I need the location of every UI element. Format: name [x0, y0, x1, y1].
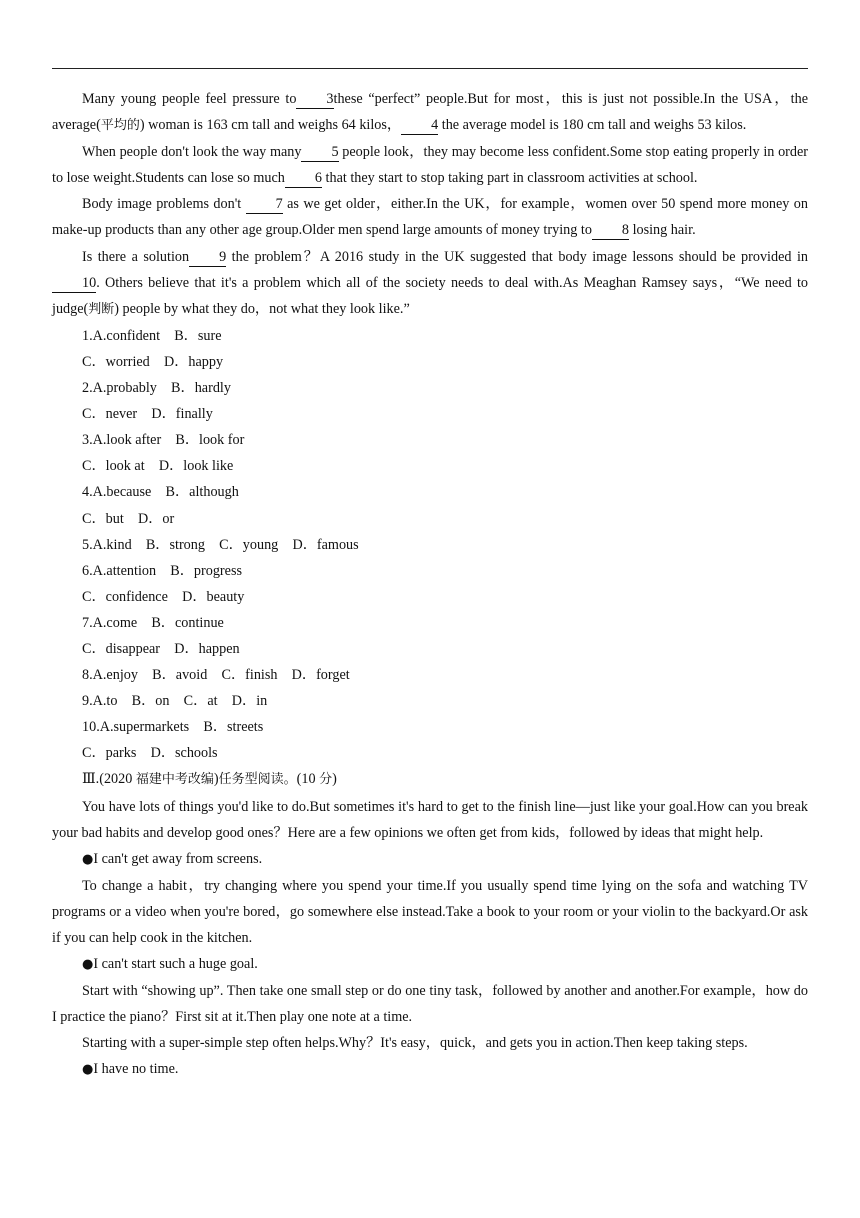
option-line: 9.A.to B．on C．at D．in — [82, 693, 268, 710]
opinion-bullet — [52, 846, 808, 873]
option-line: C．parks D．schools — [82, 745, 218, 762]
passage-text: When people don't look the way many — [82, 144, 302, 161]
blank-number: 10 — [52, 275, 96, 293]
opinion-text: I have no time. — [93, 1061, 179, 1078]
passage-paragraph — [52, 244, 808, 323]
gloss-text: 平均的 — [100, 118, 140, 134]
passage-text: ) woman is 163 cm tall and weighs 64 kilos， — [139, 117, 402, 134]
reading-paragraph: You have lots of things you'd like to do.But sometimes it's hard to get to the finish line—just like your goal.How can you break your bad habits and develop good ones？Here are a few opinions we often get from kids，followed by ideas that might help. — [52, 798, 808, 841]
blank-number: 8 — [592, 222, 629, 240]
option-line: C．disappear D．happen — [82, 640, 240, 657]
option-line: 3.A.look after B．look for — [82, 432, 245, 449]
passage-paragraph — [52, 191, 808, 243]
passage-text: the average model is 180 cm tall and weighs 53 kilos. — [438, 117, 747, 134]
passage-text: . Others believe that it's a problem which all of the society needs to deal with.As Meaghan Ramsey says，“We need to judge( — [52, 274, 808, 317]
passage-text: Body image problems don't — [82, 196, 246, 213]
bullet-icon: ● — [82, 851, 94, 867]
reading-paragraph: Start with “showing up”. Then take one small step or do one tiny task，followed by another and another.For example，how do I practice the piano？First sit at it.Then play one note at a time. — [52, 983, 808, 1026]
blank-number: 7 — [246, 196, 283, 214]
blank-number: 6 — [285, 170, 322, 188]
option-line: 4.A.because B．although — [82, 484, 239, 501]
bullet-icon: ● — [82, 957, 94, 973]
passage-paragraph — [52, 86, 808, 139]
reading-paragraph: Starting with a super‑simple step often helps.Why？It's easy，quick，and gets you in action.Then keep taking steps. — [82, 1035, 748, 1052]
passage-text: the problem？A 2016 study in the UK suggested that body image lessons should be provided in — [226, 248, 808, 265]
option-line: 8.A.enjoy B．avoid C．finish D．forget — [82, 667, 350, 684]
blank-number: 4 — [401, 117, 438, 135]
option-line: 1.A.confident B．sure — [82, 327, 222, 344]
passage-text: losing hair. — [629, 222, 696, 239]
option-line: C．never D．finally — [82, 406, 213, 423]
passage-text: Many young people feel pressure to — [82, 91, 297, 107]
option-line: C．but D．or — [82, 510, 175, 527]
opinion-text: I can't get away from screens. — [93, 850, 263, 867]
passage-text: these “perfect” people.But for most，this is just not possible.In the USA，the average( — [52, 91, 808, 134]
passage-text: as we get older，either.In the UK，for example，women over 50 spend more money on make‑up products than any other age group.Older men spend large amounts of money trying to — [52, 196, 808, 239]
opinion-bullet — [52, 951, 808, 978]
passage-text: that they start to stop taking part in classroom activities at school. — [321, 170, 698, 187]
opinion-bullet — [52, 1056, 808, 1083]
cloze-passage — [52, 86, 808, 323]
opinion-text: I can't start such a huge goal. — [93, 956, 258, 973]
header-rule — [52, 68, 808, 69]
section-heading: Ⅲ.(2020 福建中考改编)任务型阅读。(10 分) — [82, 771, 337, 788]
option-line: C．look at D．look like — [82, 458, 234, 475]
option-line: C．confidence D．beauty — [82, 588, 245, 605]
blank-number: 3 — [296, 91, 333, 109]
reading-task-text — [52, 794, 808, 1084]
answer-options — [52, 323, 808, 767]
blank-number: 9 — [189, 249, 226, 267]
reading-paragraph: To change a habit，try changing where you spend your time.If you usually spend time lying on the sofa and watching TV programs or a video when you're bored，go somewhere else instead.Take a book to your room or your violin to the backyard.Or ask if you can help cook in the kitchen. — [52, 877, 808, 946]
document-body — [52, 86, 808, 1084]
blank-number: 5 — [301, 144, 338, 162]
option-line: 7.A.come B．continue — [82, 614, 224, 631]
option-line: 2.A.probably B．hardly — [82, 380, 231, 397]
gloss-text: 判断 — [88, 301, 115, 317]
bullet-icon: ● — [82, 1062, 94, 1078]
passage-text: Is there a solution — [82, 248, 190, 265]
passage-paragraph — [52, 139, 808, 191]
option-line: C．worried D．happy — [82, 353, 224, 370]
option-line: 6.A.attention B．progress — [82, 562, 242, 579]
passage-text: ) people by what they do，not what they look like.” — [114, 300, 410, 317]
option-line: 5.A.kind B．strong C．young D．famous — [82, 536, 359, 553]
option-line: 10.A.supermarkets B．streets — [82, 719, 264, 736]
passage-text: people look，they may become less confident.Some stop eating properly in order to lose weight.Students can lose so much — [52, 144, 809, 187]
